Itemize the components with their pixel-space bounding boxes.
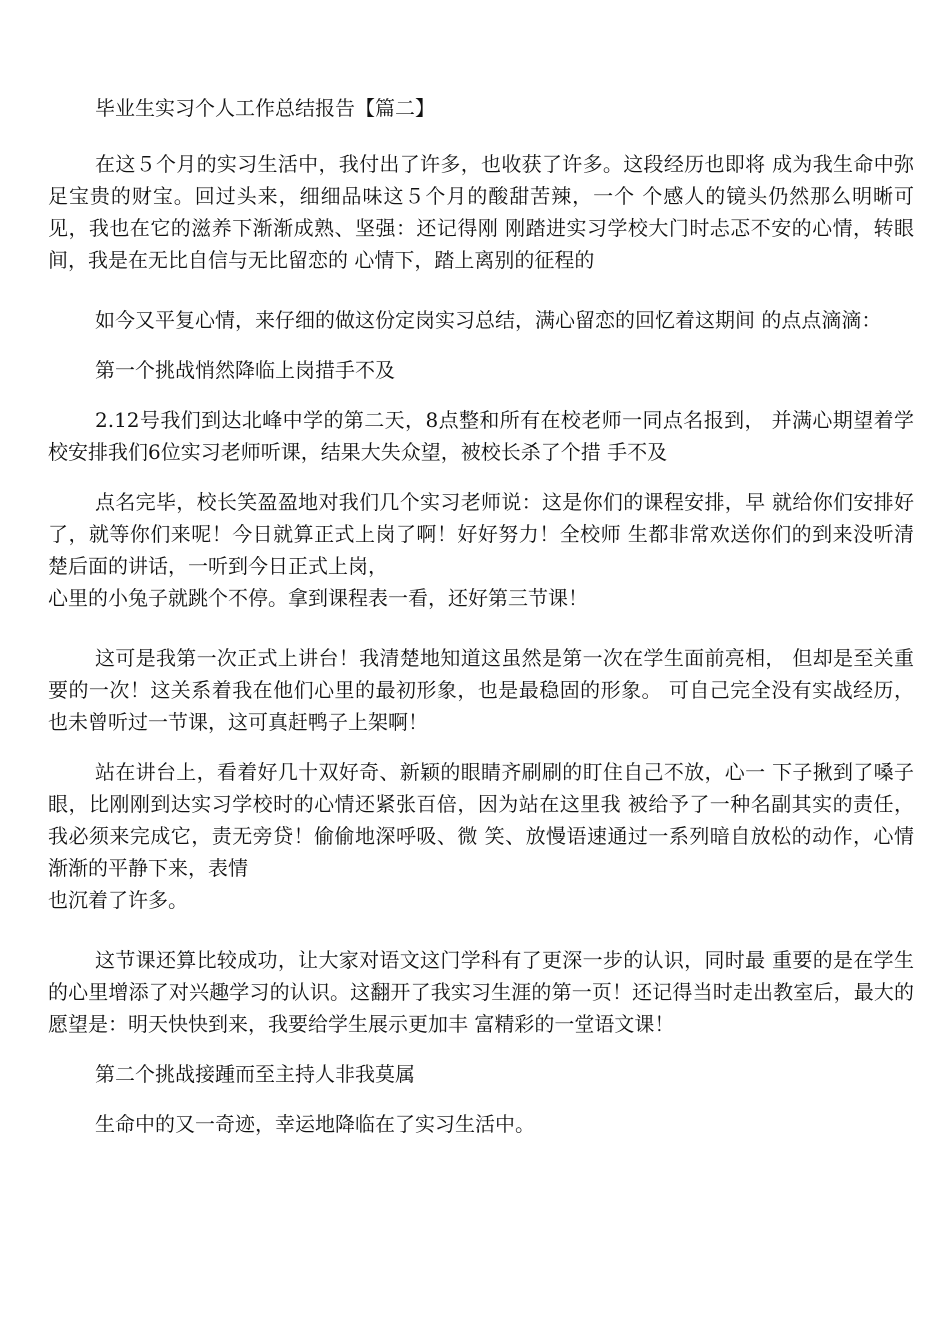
- document-page: [48, 92, 914, 1140]
- document-title: 毕业生实习个人工作总结报告【篇二】: [95, 96, 435, 120]
- paragraph-5: 这可是我第一次正式上讲台！我清楚地知道这虽然是第一次在学生面前亮相， 但却是至关重要的一次！这关系着我在他们心里的最初形象，也是最稳固的形象。 可自己完全没有实战经历，也未曾听过一节课，这可真赶鸭子上架啊！: [48, 646, 914, 734]
- paragraph-8: 生命中的又一奇迹，幸运地降临在了实习生活中。: [95, 1112, 535, 1136]
- paragraph-1: 在这５个月的实习生活中，我付出了许多，也收获了许多。这段经历也即将 成为我生命中弥足宝贵的财宝。回过头来，细细品味这５个月的酸甜苦辣，一个 个感人的镜头仍然那么明晰可见，我也在它的滋养下渐渐成熟、坚强：还记得刚 刚踏进实习学校大门时忐忑不安的心情，转眼间，我是在无比自信与无比留恋的 心情下，踏上离别的征程的: [48, 152, 914, 272]
- paragraph-6: 站在讲台上，看着好几十双好奇、新颖的眼睛齐刷刷的盯住自己不放，心一 下子揪到了嗓子眼，比刚刚到达实习学校时的心情还紧张百倍，因为站在这里我 被给予了一种名副其实的责任，我必须来完成它，责无旁贷！偷偷地深呼吸、微 笑、放慢语速通过一系列暗自放松的动作，心情渐渐的平静下来，表情: [48, 760, 914, 880]
- paragraph-7: 这节课还算比较成功，让大家对语文这门学科有了更深一步的认识，同时最 重要的是在学生的心里增添了对兴趣学习的认识。这翻开了我实习生涯的第一页！还记得当时走出教室后，最大的愿望是：明天快快到来，我要给学生展示更加丰 富精彩的一堂语文课！: [48, 948, 914, 1036]
- paragraph-2: 如今又平复心情，来仔细的做这份定岗实习总结，满心留恋的回忆着这期间 的点点滴滴：: [95, 308, 882, 332]
- paragraph-6-continued: 也沉着了许多。: [48, 888, 188, 912]
- section-heading-1: 第一个挑战悄然降临上岗措手不及: [95, 358, 395, 382]
- paragraph-3: 2.12号我们到达北峰中学的第二天，8点整和所有在校老师一同点名报到， 并满心期望着学校安排我们6位实习老师听课，结果大失众望，被校长杀了个措 手不及: [48, 408, 914, 464]
- section-heading-2: 第二个挑战接踵而至主持人非我莫属: [95, 1062, 415, 1086]
- paragraph-4-continued: 心里的小兔子就跳个不停。拿到课程表一看，还好第三节课！: [48, 586, 588, 610]
- paragraph-4: 点名完毕，校长笑盈盈地对我们几个实习老师说：这是你们的课程安排，早 就给你们安排好了，就等你们来呢！今日就算正式上岗了啊！好好努力！全校师 生都非常欢送你们的到来没听清楚后面的讲话，一听到今日正式上岗，: [48, 490, 914, 578]
